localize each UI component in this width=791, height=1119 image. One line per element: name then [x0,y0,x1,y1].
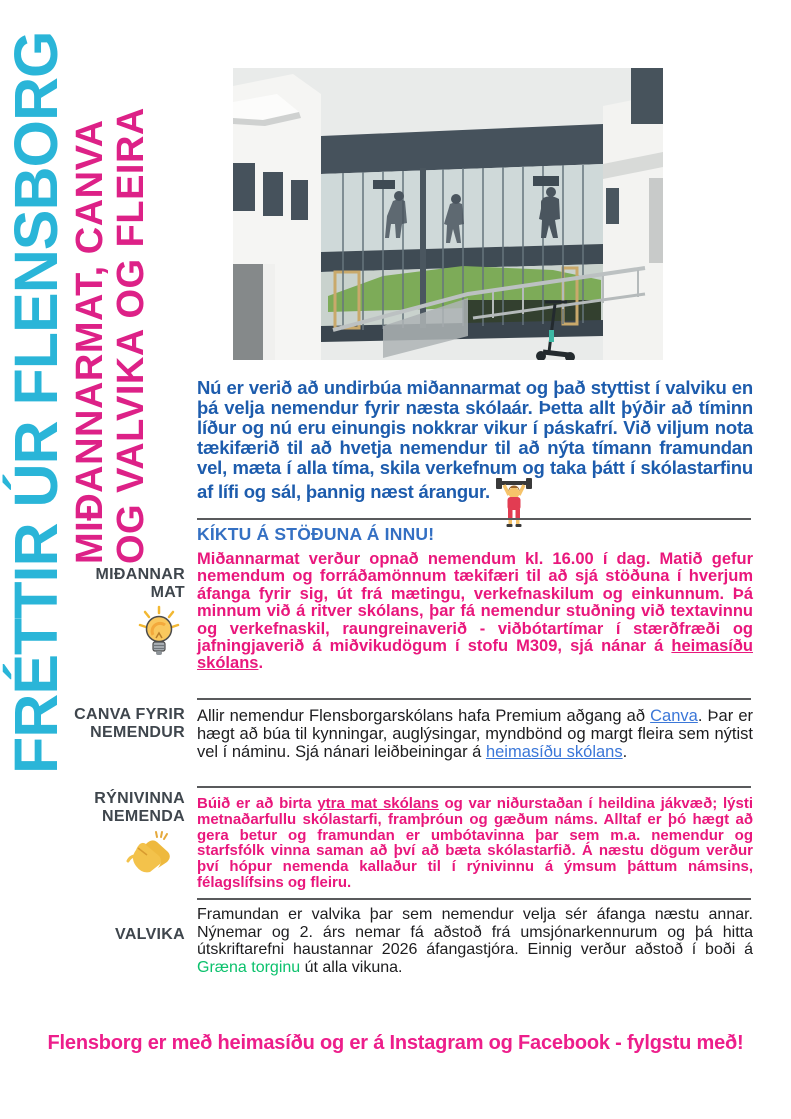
ytra-mat-skolans-link[interactable]: ytra mat skólans [317,795,439,812]
left-window-2 [263,172,283,216]
valvika-text: Framundan er valvika þar sem nemendur velja sér áfanga næstu annar. Nýnemar og 2. árs nemar fá aðstoð frá umsjónarkennurum og þá hitta útskriftarefni haustannar 2026 áfangastjóra. Einnig verður aðstoð í boði á Græna torginu út alla vikuna. [197,906,753,976]
left-window-1 [233,163,255,211]
lightbulb-icon [137,605,181,662]
newsletter-subtitle-vertical [70,64,154,564]
right-upper-window [631,68,663,124]
heimasida-skolans-link[interactable]: heimasíðu skólans [197,637,753,673]
right-window [606,188,619,224]
clapping-hands-icon [126,830,174,881]
divider [197,518,751,520]
canva-link[interactable]: Canva [650,707,698,725]
section-label-valvika: VALVIKA [115,926,185,943]
divider [197,698,751,700]
news-heading: KÍKTU Á STÖÐUNA Á INNU! [197,524,435,544]
graena-torginu-highlight: Græna torginu [197,958,301,976]
midannarmat-text: Miðannarmat verður opnað nemendum kl. 16.00 í dag. Matið gefur nemendum og forráðamönnum tækifæri til að sjá stöðuna í hverjum áfanga fyrir sig, út frá mætingu, verkefnaskilum og einkunnum. Þá minnum við á ritver skólans, þar fá nemendur stuðning við textavinnu og verkefnaskil, raungreinaverið - viðbótartímar í stærðfræði og jafningjaverið á miðvikudögum í stofu M309, sjá nánar á heimasíðu skólans. [197,550,753,673]
section-label-canva: CANVA FYRIR NEMENDUR [74,706,185,741]
weightlifter-icon [496,478,532,532]
left-window-3 [291,180,308,220]
newsletter-title-vertical: FRÉTTIR ÚR FLENSBORG [2,31,70,774]
section-label-midannarmat: MIÐANNAR MAT [95,566,185,601]
school-photo-illustration [233,68,663,360]
canva-text: Allir nemendur Flensborgarskólans hafa Premium aðgang að Canva. Þar er hægt að búa til kynningar, auglýsingar, myndbönd og margt fleira sem nýtist vel í náminu. Sjá nánari leiðbeiningar á heimasíðu skólans. [197,707,753,761]
footer-tagline: Flensborg er með heimasíðu og er á Instagram og Facebook - fylgstu með! [47,1032,744,1054]
intro-text: Nú er verið að undirbúa miðannarmat og það styttist í valviku en þá velja nemendur fyrir næsta skólaár. Þetta allt þýðir að tíminn líður og nú eru einungis nokkrar vikur í páskafrí. Við viljum nota tækifærið til að hvetja nemendur til að nýta tímann framundan vel, mæta í alla tíma, skila verkefnum og taka þátt í skólastarfinu af lífi og sál, þannig næst árangur. [197,377,753,502]
section-label-rynivinna: RÝNIVINNA NEMENDA [94,790,185,825]
heimasida-skolans-link[interactable]: heimasíðu skólans [485,743,623,761]
school-building-photo [233,68,663,360]
subtitle-line-2: OG VALVIKA OG FLEIRA [110,107,152,564]
subtitle-line-1: MIÐANNARMAT, CANVA [69,119,111,564]
stone-wall [233,264,263,360]
intro-paragraph [197,378,753,532]
rynivinna-text: Búið er að birta ytra mat skólans og var niðurstaðan í heildina jákvæð; lýsti metnaðarfullu skólastarfi, framþróun og gæðum náms. Alltaf er þó hægt að gera betur og framundan er umbótavinna þar sem m.a. nemendur og starfsfólk vinna saman að því að bæta skólastarfið. Á næstu dögum verður því hópur nemenda kallaður til í rýnivinnu á ýmsum þáttum námsins, félagslífsins og fleiru. [197,795,753,891]
divider [197,786,751,788]
divider [197,898,751,900]
